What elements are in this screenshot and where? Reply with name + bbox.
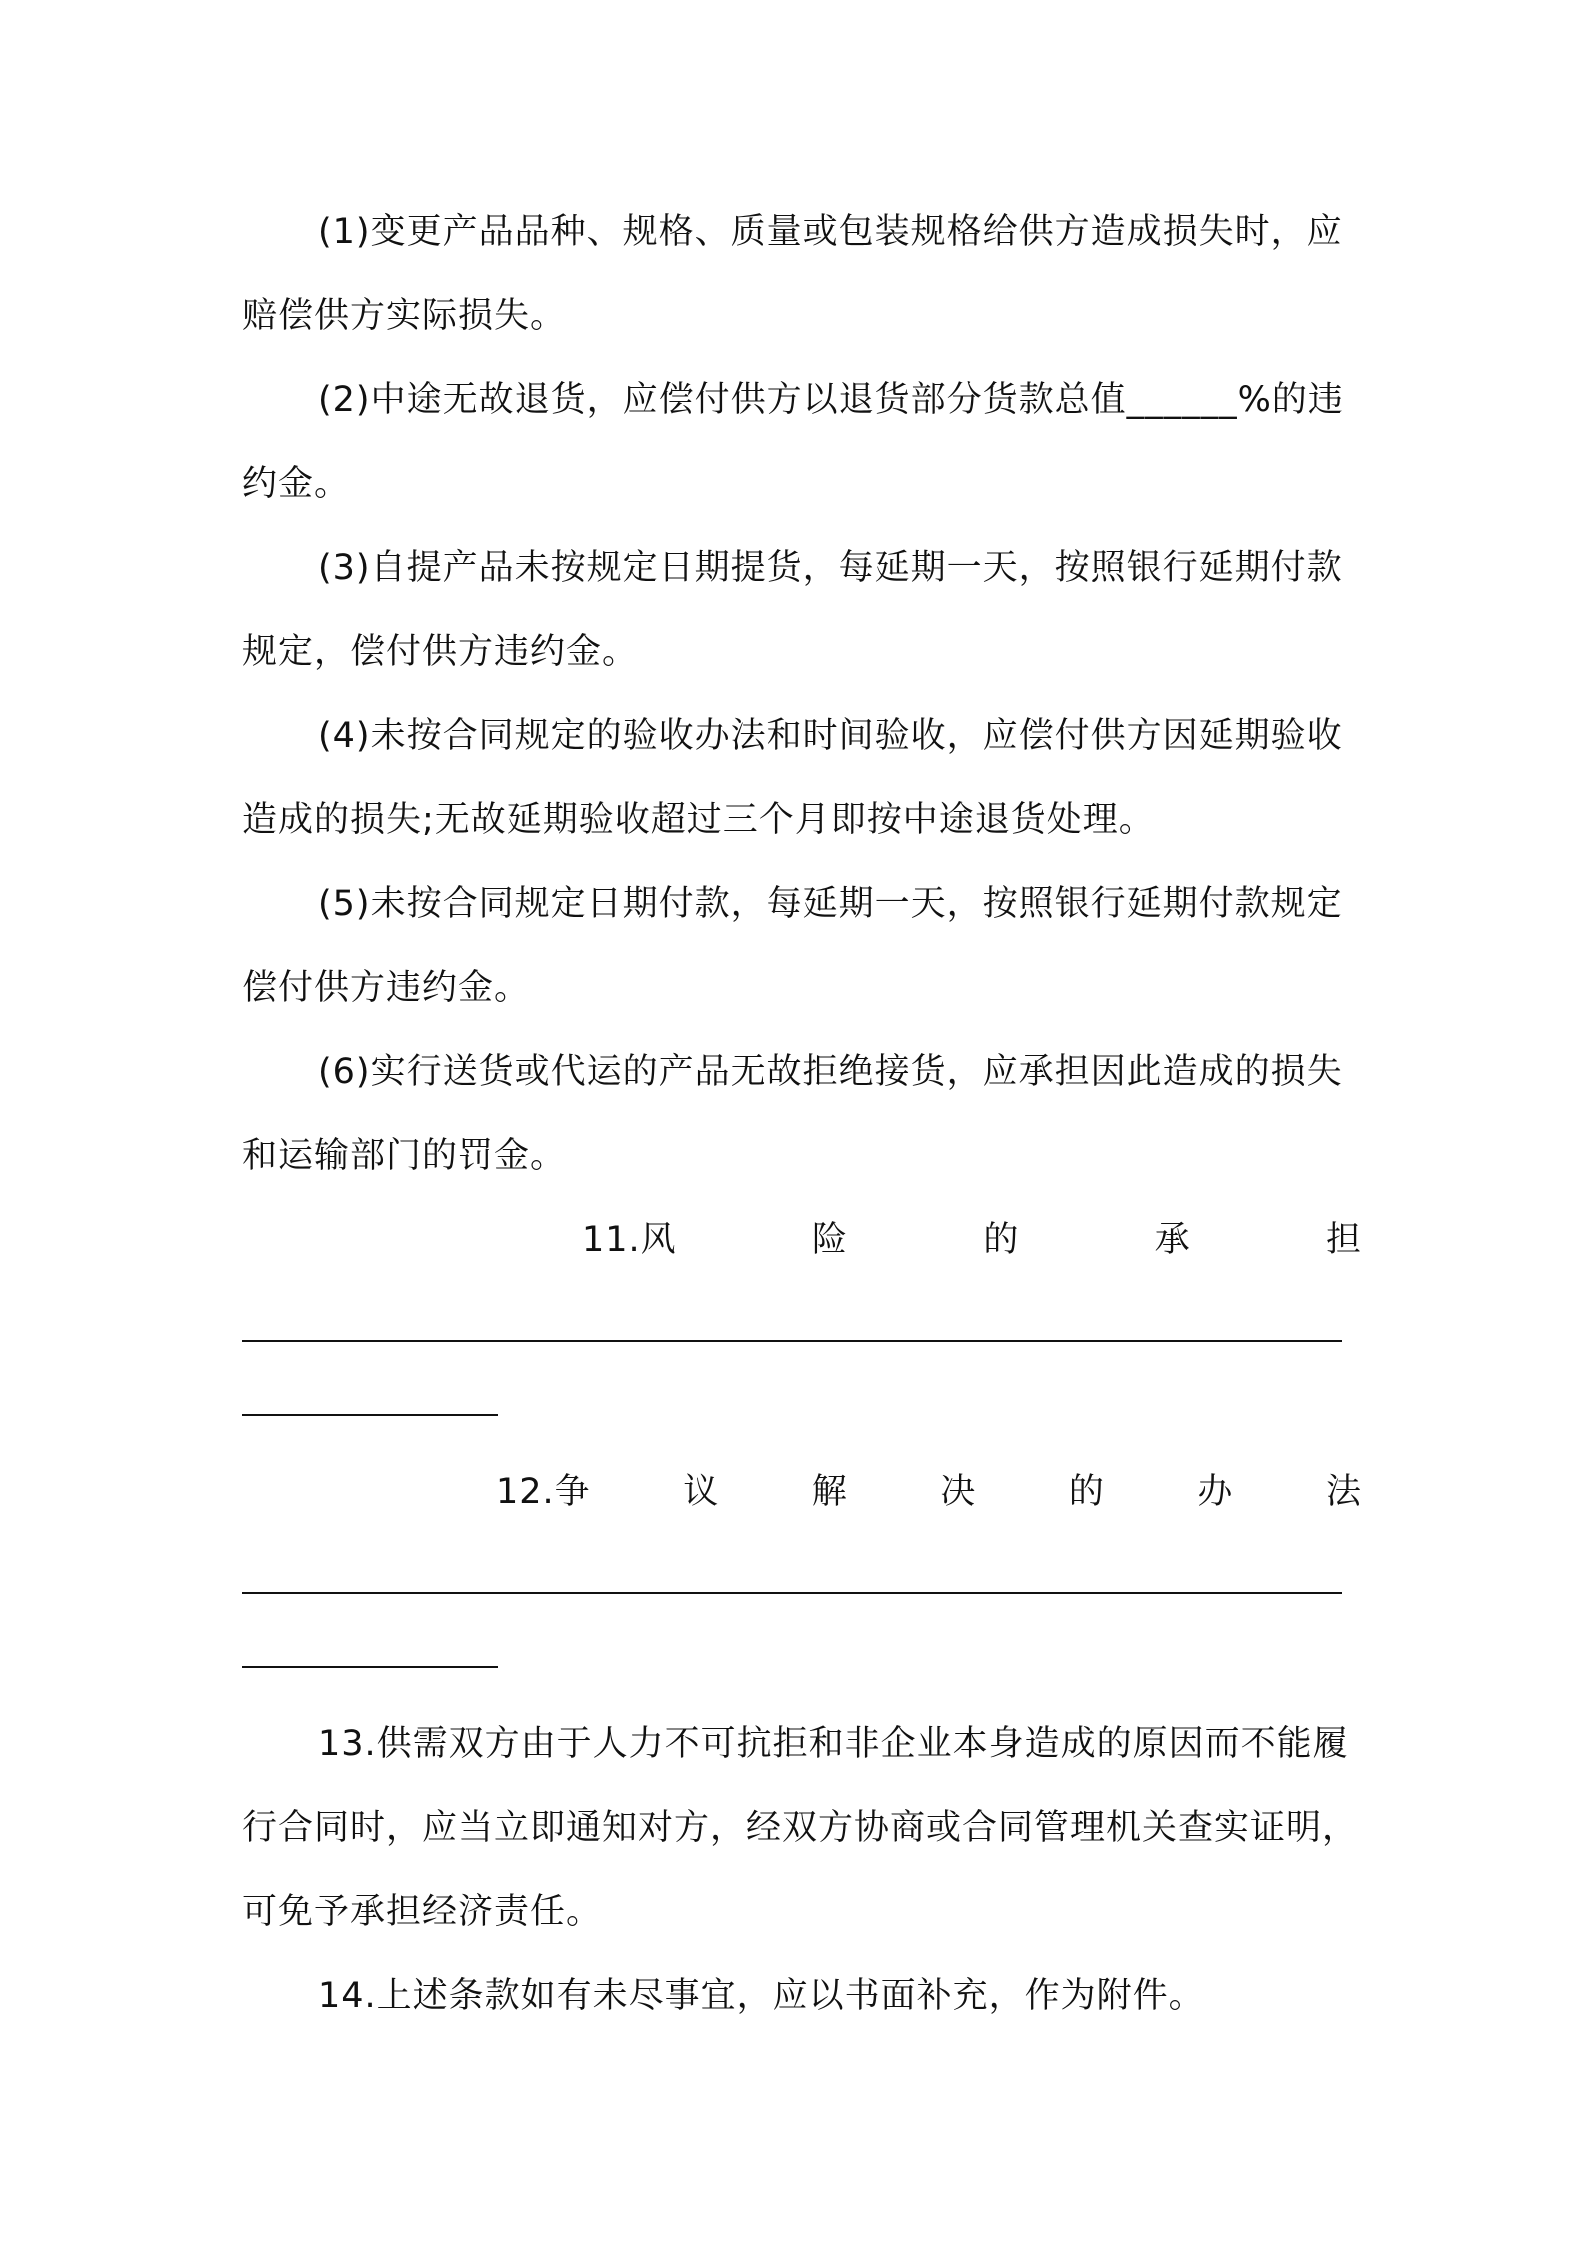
clause-paragraph: (1)变更产品品种、规格、质量或包装规格给供方造成损失时，应赔偿供方实际损失。 (242, 212, 1343, 336)
clause-paragraph: 13.供需双方由于人力不可抗拒和非企业本身造成的原因而不能履行合同时，应当立即通知对方，经双方协商或合同管理机关查实证明，可免予承担经济责任。 (242, 1724, 1359, 1932)
heading-char: 的 (1068, 1472, 1105, 1512)
clause-paragraph: (3)自提产品未按规定日期提货，每延期一天，按照银行延期付款规定，偿付供方违约金。 (242, 548, 1343, 672)
heading-char: 办 (1197, 1472, 1234, 1512)
section-heading-12 (242, 1450, 1362, 1534)
heading-char: 议 (683, 1472, 720, 1512)
heading-char: 11.风 (582, 1220, 677, 1260)
fill-in-line (242, 1282, 1362, 1366)
contract-text (242, 190, 1362, 2038)
fill-in-line (242, 1618, 1362, 1702)
heading-char: 法 (1325, 1472, 1362, 1512)
heading-char: 承 (1154, 1220, 1191, 1260)
clause-paragraph: 14.上述条款如有未尽事宜，应以书面补充，作为附件。 (318, 1976, 1205, 2016)
clause-paragraph: (6)实行送货或代运的产品无故拒绝接货，应承担因此造成的损失和运输部门的罚金。 (242, 1052, 1343, 1176)
heading-char: 决 (940, 1472, 977, 1512)
fill-in-line (242, 1534, 1362, 1618)
heading-char: 解 (811, 1472, 848, 1512)
heading-char: 的 (983, 1220, 1020, 1260)
section-heading-11 (242, 1198, 1362, 1282)
heading-char: 险 (811, 1220, 848, 1260)
fill-in-line (242, 1366, 1362, 1450)
heading-char: 12.争 (496, 1472, 591, 1512)
clause-paragraph: (2)中途无故退货，应偿付供方以退货部分货款总值______%的违约金。 (242, 380, 1344, 504)
heading-char: 担 (1325, 1220, 1362, 1260)
clause-paragraph: (5)未按合同规定日期付款，每延期一天，按照银行延期付款规定偿付供方违约金。 (242, 884, 1343, 1008)
clause-paragraph: (4)未按合同规定的验收办法和时间验收，应偿付供方因延期验收造成的损失;无故延期验收超过三个月即按中途退货处理。 (242, 716, 1343, 840)
